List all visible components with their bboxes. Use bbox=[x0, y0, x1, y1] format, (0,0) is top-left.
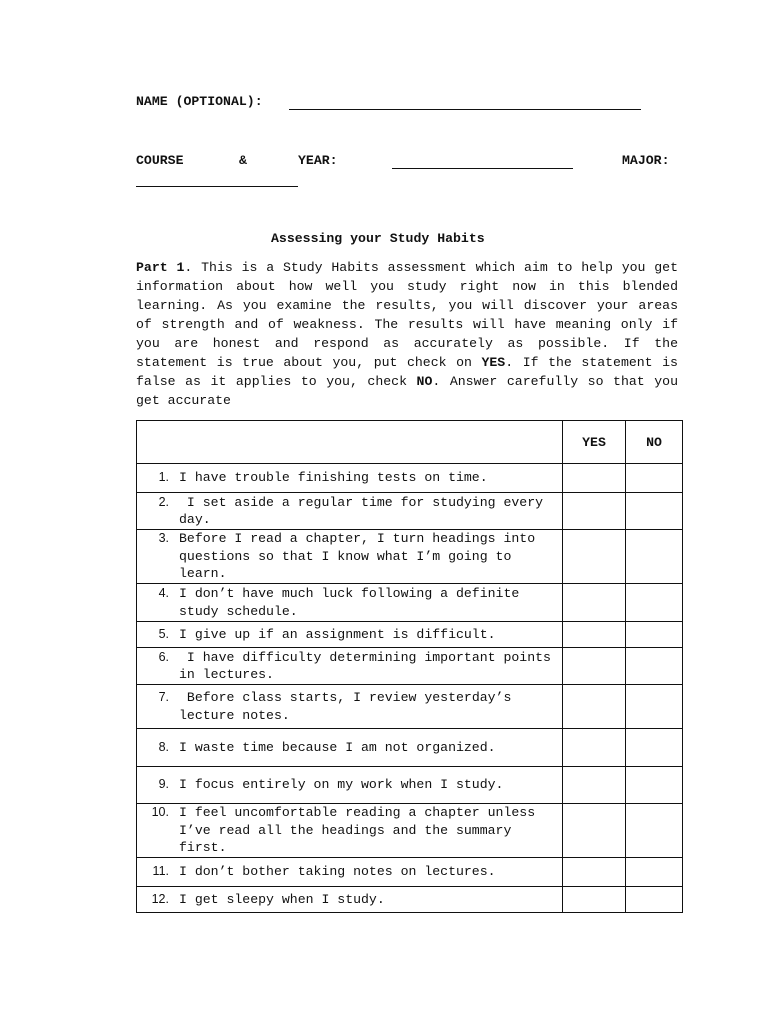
yes-word: YES bbox=[481, 355, 506, 370]
yes-checkbox-cell[interactable] bbox=[563, 584, 626, 622]
statement-item bbox=[137, 530, 562, 583]
statement-item bbox=[137, 891, 562, 909]
course-year-field[interactable] bbox=[392, 168, 573, 169]
part-label: Part 1 bbox=[136, 260, 185, 275]
yes-checkbox-cell[interactable] bbox=[563, 685, 626, 729]
no-checkbox-cell[interactable] bbox=[626, 648, 683, 685]
statement-cell bbox=[137, 648, 563, 685]
yes-checkbox-cell[interactable] bbox=[563, 464, 626, 493]
statement-item bbox=[137, 689, 562, 724]
course-label: COURSE bbox=[136, 153, 184, 168]
table-row bbox=[137, 887, 683, 913]
statement-number: 8. bbox=[158, 739, 169, 754]
statement-number: 3. bbox=[158, 531, 169, 546]
no-column-header: NO bbox=[626, 421, 683, 464]
table-row bbox=[137, 767, 683, 804]
yes-checkbox-cell[interactable] bbox=[563, 767, 626, 804]
statement-item bbox=[137, 626, 562, 644]
statement-number: 9. bbox=[158, 777, 169, 792]
statement-header-cell bbox=[137, 421, 563, 464]
statement-cell bbox=[137, 767, 563, 804]
no-checkbox-cell[interactable] bbox=[626, 685, 683, 729]
statement-cell bbox=[137, 685, 563, 729]
statement-text: I waste time because I am not organized. bbox=[179, 739, 496, 755]
table-row bbox=[137, 729, 683, 767]
statement-item bbox=[137, 863, 562, 881]
table-row bbox=[137, 530, 683, 584]
statement-text: Before class starts, I review yesterday’s lecture notes. bbox=[179, 690, 520, 723]
no-checkbox-cell[interactable] bbox=[626, 887, 683, 913]
statement-item bbox=[137, 776, 562, 794]
yes-checkbox-cell[interactable] bbox=[563, 729, 626, 767]
no-checkbox-cell[interactable] bbox=[626, 584, 683, 622]
no-word: NO bbox=[416, 374, 433, 389]
statement-number: 6. bbox=[158, 649, 169, 664]
statement-text: I have trouble finishing tests on time. bbox=[179, 470, 488, 486]
table-row bbox=[137, 493, 683, 530]
yes-checkbox-cell[interactable] bbox=[563, 530, 626, 584]
statement-cell bbox=[137, 804, 563, 858]
no-checkbox-cell[interactable] bbox=[626, 493, 683, 530]
statement-item bbox=[137, 585, 562, 620]
statement-item bbox=[137, 649, 562, 684]
table-header-row bbox=[137, 421, 683, 464]
table-row bbox=[137, 584, 683, 622]
statement-number: 1. bbox=[158, 470, 169, 485]
table-row bbox=[137, 464, 683, 493]
statement-text: I give up if an assignment is difficult. bbox=[179, 626, 496, 642]
major-field[interactable] bbox=[136, 186, 298, 187]
statement-text: I focus entirely on my work when I study. bbox=[179, 777, 504, 793]
table-row bbox=[137, 648, 683, 685]
statement-text: I have difficulty determining important points in lectures. bbox=[179, 649, 559, 682]
statement-cell bbox=[137, 493, 563, 530]
statement-text: I feel uncomfortable reading a chapter unless I’ve read all the headings and the summary first. bbox=[179, 805, 544, 856]
yes-checkbox-cell[interactable] bbox=[563, 804, 626, 858]
major-label: MAJOR: bbox=[622, 153, 670, 168]
statement-item bbox=[137, 739, 562, 757]
statement-number: 12. bbox=[151, 891, 169, 906]
intro-text-1: . This is a Study Habits assessment which aim to help you get information about how well you study right now in this blended learning. As you examine the results, you will discover your areas of strength and of weakness. The results will have meaning only if you are honest and respond as accurately as possible. If the statement is true about you, put check on bbox=[136, 260, 678, 370]
yes-checkbox-cell[interactable] bbox=[563, 622, 626, 648]
no-checkbox-cell[interactable] bbox=[626, 804, 683, 858]
statement-cell bbox=[137, 584, 563, 622]
table-row bbox=[137, 622, 683, 648]
yes-checkbox-cell[interactable] bbox=[563, 887, 626, 913]
statement-item bbox=[137, 804, 562, 857]
statement-cell bbox=[137, 858, 563, 887]
statement-number: 4. bbox=[158, 586, 169, 600]
table-row bbox=[137, 858, 683, 887]
statement-number: 10. bbox=[151, 805, 169, 820]
statement-text: I don’t bother taking notes on lectures. bbox=[179, 864, 496, 880]
statement-text: I don’t have much luck following a definite study schedule. bbox=[179, 586, 528, 619]
table-row bbox=[137, 685, 683, 729]
yes-column-header: YES bbox=[563, 421, 626, 464]
statement-cell bbox=[137, 887, 563, 913]
yes-checkbox-cell[interactable] bbox=[563, 648, 626, 685]
yes-checkbox-cell[interactable] bbox=[563, 493, 626, 530]
statement-number: 5. bbox=[158, 626, 169, 641]
no-checkbox-cell[interactable] bbox=[626, 530, 683, 584]
table-row bbox=[137, 804, 683, 858]
no-checkbox-cell[interactable] bbox=[626, 464, 683, 493]
statement-text: Before I read a chapter, I turn headings into questions so that I know what I’m going to learn. bbox=[179, 531, 544, 582]
no-checkbox-cell[interactable] bbox=[626, 767, 683, 804]
name-label: NAME (OPTIONAL): bbox=[136, 94, 263, 109]
instructions-paragraph bbox=[136, 258, 678, 410]
year-label: YEAR: bbox=[298, 153, 338, 168]
no-checkbox-cell[interactable] bbox=[626, 622, 683, 648]
intro-text-2: . If the statement is false as it applies to you, check bbox=[136, 355, 678, 389]
statement-text: I set aside a regular time for studying every day. bbox=[179, 494, 551, 527]
name-field[interactable] bbox=[289, 109, 641, 110]
statement-cell bbox=[137, 464, 563, 493]
ampersand: & bbox=[239, 153, 247, 168]
statement-item bbox=[137, 469, 562, 487]
statement-cell bbox=[137, 530, 563, 584]
statement-item bbox=[137, 494, 562, 529]
statement-number: 11. bbox=[152, 864, 169, 879]
study-habits-table bbox=[136, 420, 683, 913]
statement-cell bbox=[137, 729, 563, 767]
no-checkbox-cell[interactable] bbox=[626, 858, 683, 887]
intro-text-3: . Answer carefully so that you get accurate bbox=[136, 374, 678, 408]
statement-cell bbox=[137, 622, 563, 648]
statement-text: I get sleepy when I study. bbox=[179, 891, 385, 907]
yes-checkbox-cell[interactable] bbox=[563, 858, 626, 887]
statement-number: 2. bbox=[158, 494, 169, 509]
no-checkbox-cell[interactable] bbox=[626, 729, 683, 767]
statement-number: 7. bbox=[158, 690, 169, 704]
page-title: Assessing your Study Habits bbox=[271, 231, 485, 246]
